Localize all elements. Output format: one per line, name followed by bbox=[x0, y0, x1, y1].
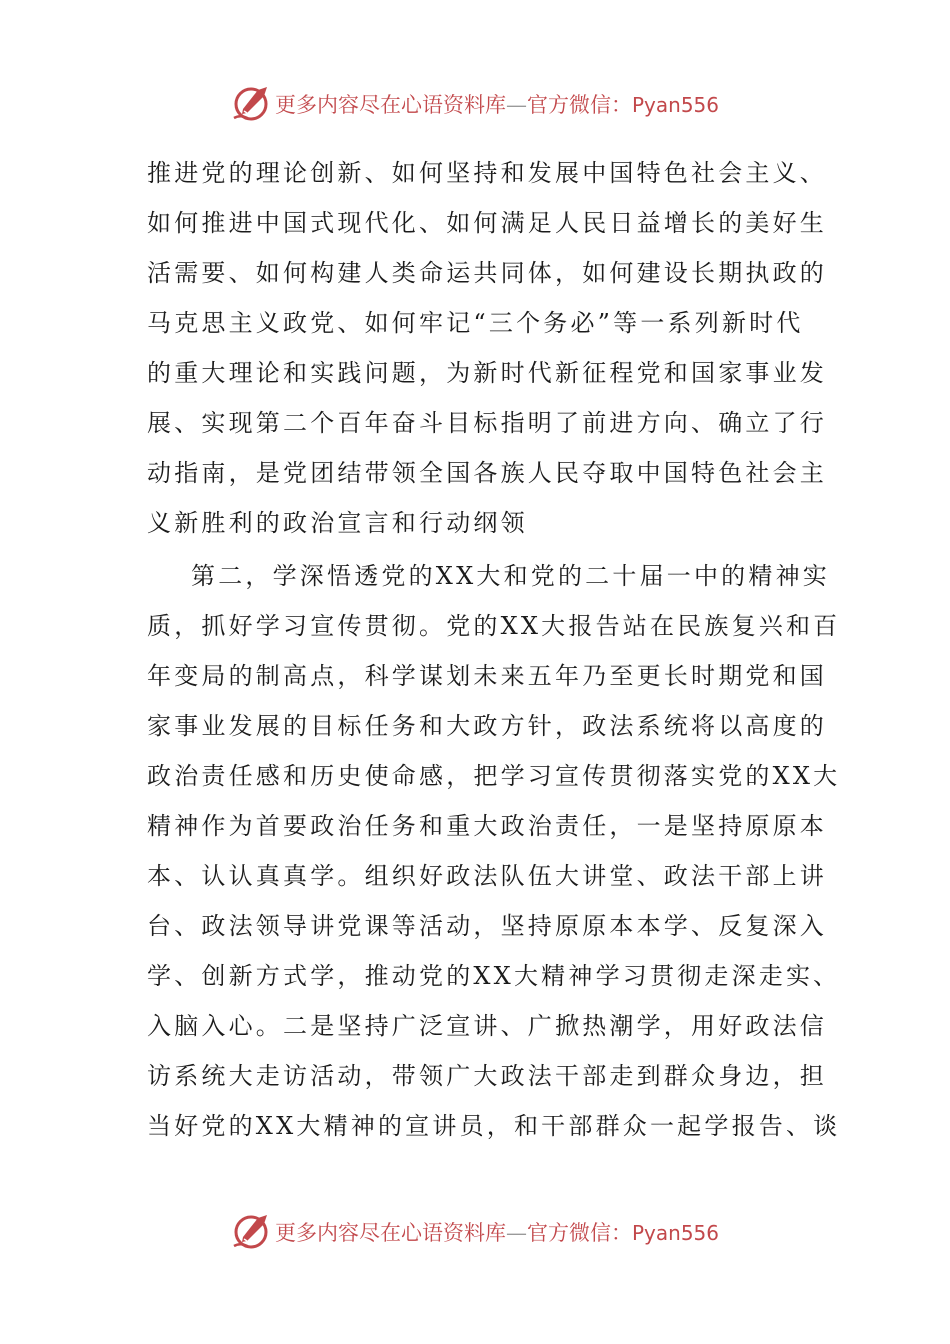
banner-dash: — bbox=[505, 93, 527, 117]
text-line: 推进党的理论创新、如何坚持和发展中国特色社会主义、 bbox=[147, 159, 827, 187]
banner-main-text: 更多内容尽在心语资料库 bbox=[274, 93, 506, 117]
text-line: 政治责任感和历史使命感，把学习宣传贯彻落实党的XX大 bbox=[147, 762, 841, 790]
paragraph-1 bbox=[147, 148, 827, 548]
banner-dash: — bbox=[505, 1221, 527, 1245]
banner-main-text: 更多内容尽在心语资料库 bbox=[274, 1221, 506, 1245]
banner-text bbox=[275, 89, 719, 119]
paragraph-2 bbox=[147, 551, 841, 1151]
footer-banner bbox=[0, 1210, 950, 1254]
text-line: 义新胜利的政治宣言和行动纲领 bbox=[147, 509, 528, 537]
banner-wechat-id: Pyan556 bbox=[631, 1221, 719, 1245]
text-line: 台、政法领导讲党课等活动，坚持原原本本学、反复深入 bbox=[147, 912, 827, 940]
text-line: 学、创新方式学，推动党的XX大精神学习贯彻走深走实、 bbox=[147, 962, 841, 990]
banner-text bbox=[275, 1217, 719, 1247]
banner-wechat-label: 官方微信： bbox=[526, 1221, 632, 1245]
banner-wechat-id: Pyan556 bbox=[631, 93, 719, 117]
text-line: 本、认认真真学。组织好政法队伍大讲堂、政法干部上讲 bbox=[147, 862, 827, 890]
text-line: 入脑入心。二是坚持广泛宣讲、广掀热潮学，用好政法信 bbox=[147, 1012, 827, 1040]
text-line: 第二，学深悟透党的XX大和党的二十届一中的精神实 bbox=[191, 562, 830, 590]
text-line: 精神作为首要政治任务和重大政治责任，一是坚持原原本 bbox=[147, 812, 827, 840]
text-line: 展、实现第二个百年奋斗目标指明了前进方向、确立了行 bbox=[147, 409, 827, 437]
pen-logo-icon bbox=[231, 84, 271, 124]
header-banner bbox=[0, 82, 950, 126]
text-line: 如何推进中国式现代化、如何满足人民日益增长的美好生 bbox=[147, 209, 827, 237]
text-line: 动指南，是党团结带领全国各族人民夺取中国特色社会主 bbox=[147, 459, 827, 487]
banner-wechat-label: 官方微信： bbox=[526, 93, 632, 117]
document-body bbox=[147, 148, 841, 1151]
text-line: 访系统大走访活动，带领广大政法干部走到群众身边，担 bbox=[147, 1062, 827, 1090]
text-line: 质，抓好学习宣传贯彻。党的XX大报告站在民族复兴和百 bbox=[147, 612, 841, 640]
text-line: 活需要、如何构建人类命运共同体，如何建设长期执政的 bbox=[147, 259, 827, 287]
text-line: 家事业发展的目标任务和大政方针，政法系统将以高度的 bbox=[147, 712, 827, 740]
pen-logo-icon bbox=[231, 1212, 271, 1252]
text-line: 年变局的制高点，科学谋划未来五年乃至更长时期党和国 bbox=[147, 662, 827, 690]
text-line: 当好党的XX大精神的宣讲员，和干部群众一起学报告、谈 bbox=[147, 1112, 841, 1140]
text-line: 的重大理论和实践问题，为新时代新征程党和国家事业发 bbox=[147, 359, 827, 387]
text-line: 马克思主义政党、如何牢记“三个务必”等一系列新时代 bbox=[147, 309, 804, 337]
